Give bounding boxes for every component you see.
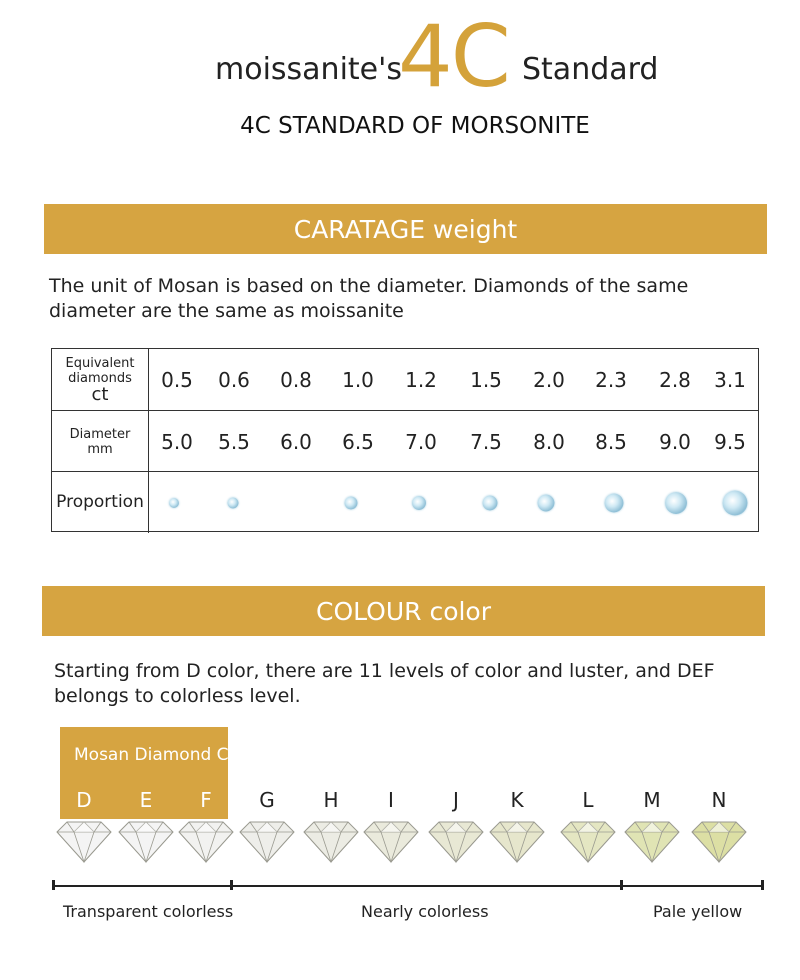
title-prefix: moissanite's bbox=[215, 52, 403, 87]
diamond-d-icon bbox=[53, 818, 115, 864]
mm-header-line1: Diameter bbox=[69, 426, 131, 442]
gem-size-icon bbox=[538, 494, 555, 511]
mm-cell: 6.0 bbox=[280, 429, 312, 454]
gem-size-icon bbox=[605, 493, 624, 512]
diamond-k-icon bbox=[486, 818, 548, 864]
mm-row-header bbox=[52, 411, 149, 472]
diamond-n-icon bbox=[688, 818, 750, 864]
grade-label: F bbox=[200, 788, 212, 812]
ct-row-header bbox=[52, 349, 149, 410]
scale-line bbox=[52, 885, 764, 887]
ct-cell: 0.6 bbox=[218, 367, 250, 392]
grade-label: E bbox=[139, 788, 153, 812]
gem-size-icon bbox=[723, 490, 748, 515]
gem-size-icon bbox=[228, 497, 239, 508]
scale-label-nearly: Nearly colorless bbox=[361, 902, 489, 921]
ct-header-line2: diamonds bbox=[68, 370, 132, 386]
grade-label: N bbox=[711, 788, 727, 812]
mm-header-line2: mm bbox=[87, 441, 113, 457]
diamond-f-icon bbox=[175, 818, 237, 864]
ct-cell: 1.0 bbox=[342, 367, 374, 392]
scale-tick bbox=[761, 880, 764, 890]
grade-label: M bbox=[643, 788, 661, 812]
grade-label: K bbox=[510, 788, 524, 812]
subtitle: 4C STANDARD OF MORSONITE bbox=[240, 113, 590, 139]
mm-cell: 8.5 bbox=[595, 429, 627, 454]
grade-label: J bbox=[453, 788, 459, 812]
diamond-l-icon bbox=[557, 818, 619, 864]
ct-header-line3: ct bbox=[91, 383, 109, 405]
carat-table bbox=[51, 348, 759, 532]
table-row-ct bbox=[52, 349, 758, 410]
title-suffix: Standard bbox=[522, 52, 659, 87]
gem-size-icon bbox=[169, 498, 179, 508]
proportion-header-label: Proportion bbox=[56, 492, 144, 512]
mm-cell: 5.0 bbox=[161, 429, 193, 454]
diamond-e-icon bbox=[115, 818, 177, 864]
mm-cell: 9.5 bbox=[714, 429, 746, 454]
grade-label: L bbox=[582, 788, 594, 812]
grade-label: G bbox=[259, 788, 275, 812]
grade-label: I bbox=[388, 788, 394, 812]
carat-banner bbox=[44, 204, 767, 254]
gem-size-icon bbox=[665, 492, 687, 514]
mm-cell: 9.0 bbox=[659, 429, 691, 454]
scale-label-pale: Pale yellow bbox=[653, 902, 743, 921]
mm-cell: 7.5 bbox=[470, 429, 502, 454]
carat-banner-label: CARATAGE weight bbox=[293, 214, 518, 244]
mm-cell: 7.0 bbox=[405, 429, 437, 454]
ct-cell: 1.2 bbox=[405, 367, 437, 392]
mosan-label: Mosan Diamond Color bbox=[74, 745, 262, 765]
ct-cell: 0.8 bbox=[280, 367, 312, 392]
ct-cell: 2.3 bbox=[595, 367, 627, 392]
ct-cell: 3.1 bbox=[714, 367, 746, 392]
table-row-mm bbox=[52, 410, 758, 472]
ct-cell: 2.0 bbox=[533, 367, 565, 392]
colour-banner-label: COLOUR color bbox=[315, 596, 492, 626]
proportion-row-header bbox=[52, 472, 149, 533]
carat-description: The unit of Mosan is based on the diameter. Diamonds of the same diameter are the same as moissanite bbox=[49, 275, 689, 322]
gem-size-icon bbox=[483, 495, 498, 510]
diamond-h-icon bbox=[300, 818, 362, 864]
grade-label: D bbox=[76, 788, 92, 812]
diamond-m-icon bbox=[621, 818, 683, 864]
colour-banner bbox=[42, 586, 765, 636]
gem-size-icon bbox=[412, 496, 426, 510]
title-4c: 4C bbox=[398, 7, 509, 107]
colour-description: Starting from D color, there are 11 levels of color and luster, and DEF belongs to colorless level. bbox=[54, 660, 715, 707]
ct-cell: 0.5 bbox=[161, 367, 193, 392]
grade-label: H bbox=[323, 788, 339, 812]
scale-label-transparent: Transparent colorless bbox=[63, 902, 234, 921]
mm-cell: 5.5 bbox=[218, 429, 250, 454]
ct-cell: 2.8 bbox=[659, 367, 691, 392]
table-row-proportion bbox=[52, 471, 758, 533]
ct-cell: 1.5 bbox=[470, 367, 502, 392]
diamond-j-icon bbox=[425, 818, 487, 864]
ct-header-line1: Equivalent bbox=[65, 355, 135, 371]
scale-tick bbox=[230, 880, 233, 890]
scale-tick bbox=[620, 880, 623, 890]
diamond-i-icon bbox=[360, 818, 422, 864]
scale-tick bbox=[52, 880, 55, 890]
mm-cell: 6.5 bbox=[342, 429, 374, 454]
mm-cell: 8.0 bbox=[533, 429, 565, 454]
gem-size-icon bbox=[345, 496, 358, 509]
diamond-g-icon bbox=[236, 818, 298, 864]
